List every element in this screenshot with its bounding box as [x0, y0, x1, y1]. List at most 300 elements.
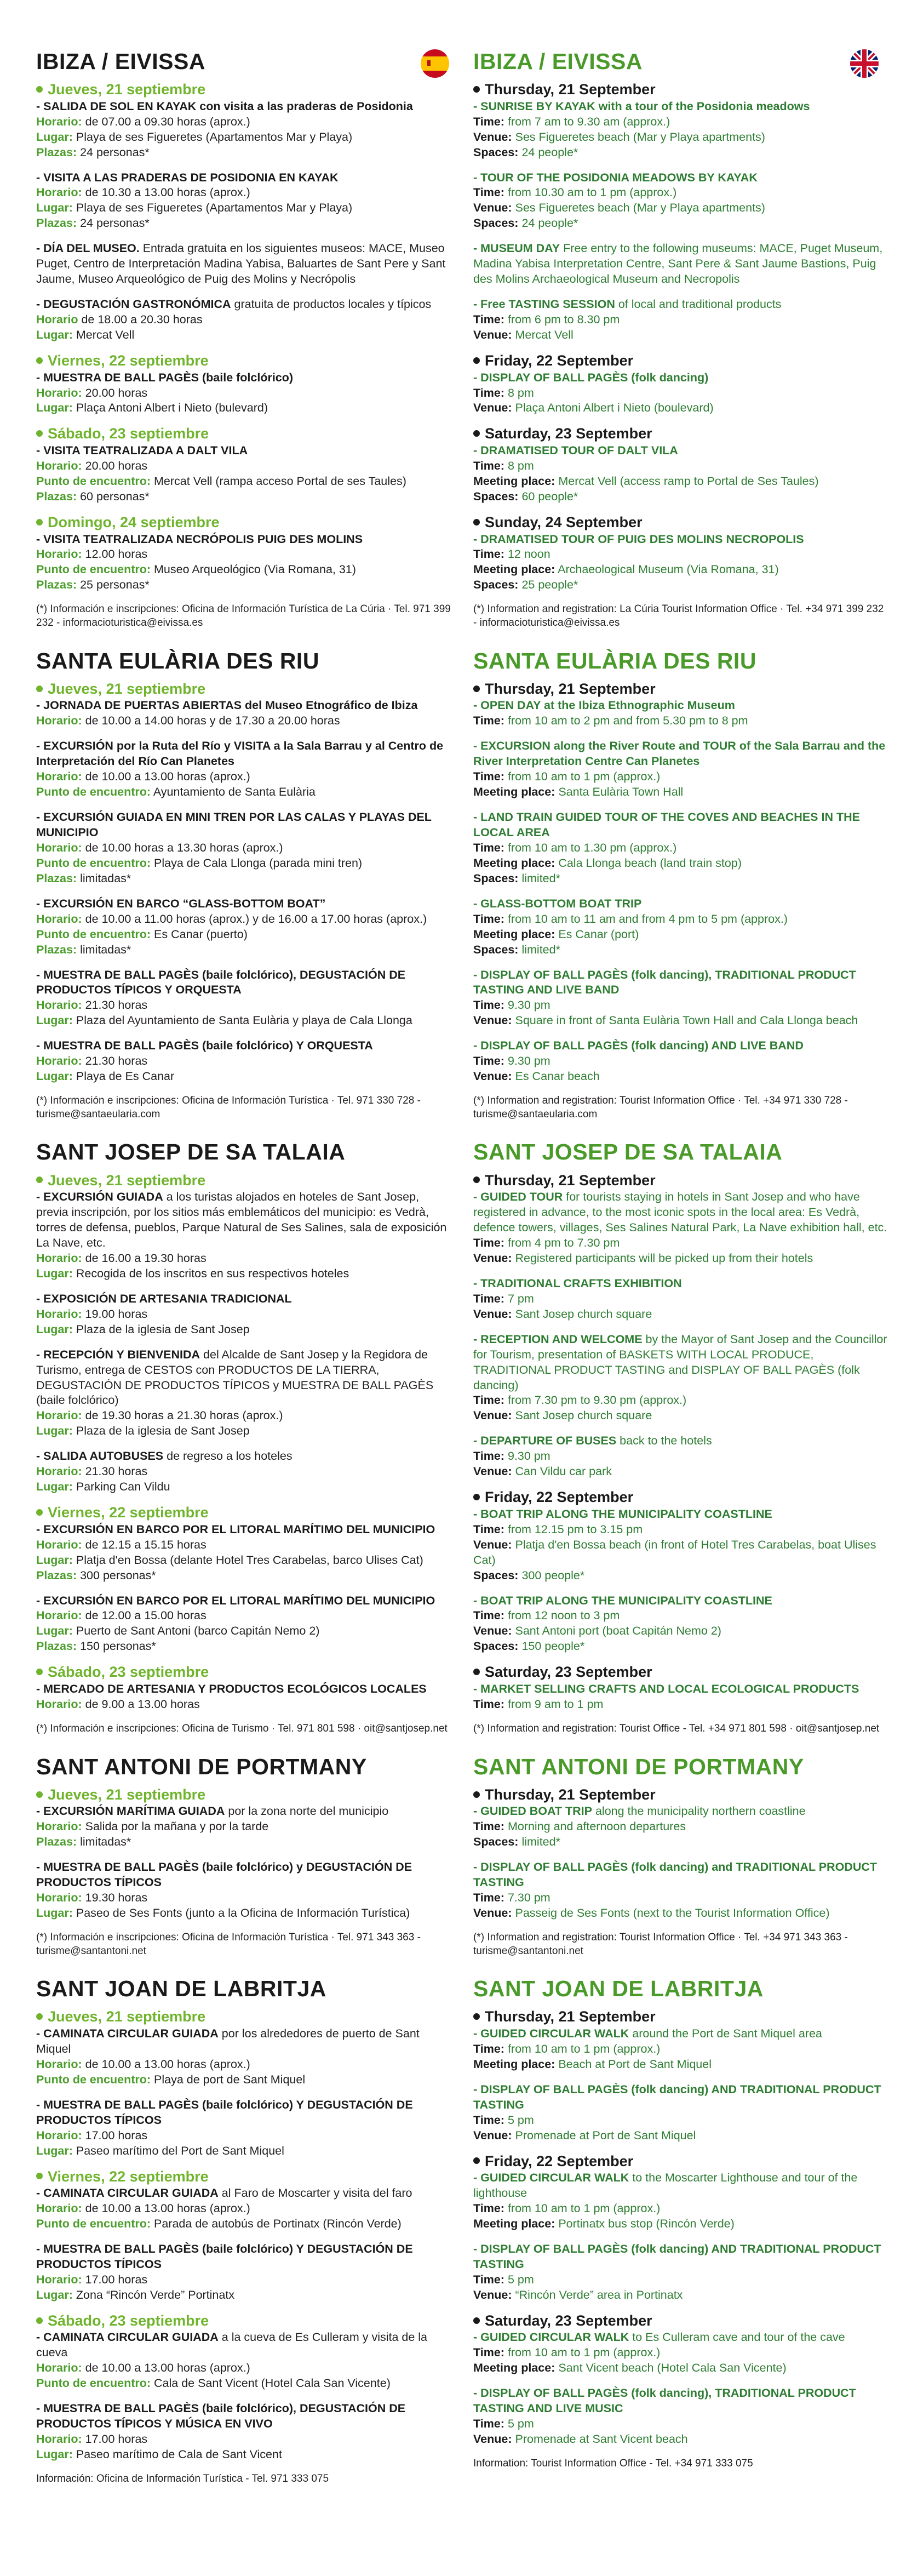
event-detail	[36, 1322, 452, 1338]
event-detail	[473, 401, 890, 416]
detail-label: Lugar:	[36, 1014, 73, 1027]
detail-value: limited*	[521, 871, 560, 885]
event-title	[36, 1038, 452, 1054]
detail-label: Time:	[473, 2272, 504, 2286]
day-heading	[473, 1489, 890, 1506]
detail-label: Lugar:	[36, 2448, 73, 2461]
detail-label: Meeting place:	[473, 785, 555, 799]
detail-label: Time:	[473, 2042, 504, 2055]
detail-value: from 4 pm to 7.30 pm	[507, 1236, 620, 1250]
detail-label: Horario:	[36, 1697, 82, 1711]
day-label: Saturday, 23 September	[485, 1664, 652, 1681]
event	[36, 2242, 452, 2303]
detail-value: from 10 am to 1 pm (approx.)	[507, 770, 661, 784]
event-title-bold: - DEPARTURE OF BUSES	[473, 1434, 617, 1448]
detail-value: Parking Can Vildu	[76, 1480, 170, 1494]
event-detail	[36, 1408, 452, 1424]
detail-label: Horario:	[36, 1465, 82, 1478]
detail-value: Sant Vicent beach (Hotel Cala San Vicente)	[558, 2361, 787, 2375]
detail-value: from 12 noon to 3 pm	[507, 1609, 620, 1623]
event-title-bold: - MUSEUM DAY	[473, 242, 560, 255]
detail-label: Lugar:	[36, 1906, 73, 1920]
event-detail	[36, 2361, 452, 2376]
detail-value: Archaeological Museum (Via Romana, 31)	[558, 563, 779, 576]
detail-value: Parada de autobús de Portinatx (Rincón Verde)	[154, 2217, 402, 2231]
event-title	[473, 443, 890, 459]
event-title	[473, 2082, 890, 2113]
bullet-icon	[473, 357, 480, 364]
detail-label: Horario:	[36, 912, 82, 926]
detail-value: 5 pm	[507, 2272, 534, 2286]
detail-value: 60 personas*	[80, 489, 150, 503]
event-title-bold: - SUNRISE BY KAYAK with a tour of the Posidonia meadows	[473, 99, 810, 113]
detail-value: Paseo marítimo de Cala de Sant Vicent	[76, 2448, 282, 2461]
detail-value: 9.30 pm	[507, 1054, 551, 1068]
day-heading	[36, 1173, 452, 1189]
event-detail	[36, 312, 452, 328]
event-title	[473, 1682, 890, 1697]
event-detail	[473, 2272, 890, 2288]
event-detail	[36, 785, 452, 800]
spanish-column	[36, 49, 452, 2505]
event-title-bold: - MUESTRA DE BALL PAGÈS (baile folclórico) y DEGUSTACIÓN DE PRODUCTOS TÍPICOS	[36, 1860, 412, 1889]
event-detail	[36, 1890, 452, 1906]
day-heading	[36, 426, 452, 442]
event-detail	[36, 2217, 452, 2232]
event-detail	[36, 547, 452, 562]
detail-value: limitadas*	[80, 871, 131, 885]
detail-value: Santa Eulària Town Hall	[558, 785, 684, 799]
bullet-icon	[36, 2173, 43, 2179]
event-title	[473, 739, 890, 769]
detail-label: Time:	[473, 1054, 504, 1068]
day-heading	[473, 1787, 890, 1803]
detail-value: limitadas*	[80, 1835, 131, 1849]
detail-label: Horario:	[36, 714, 82, 728]
event-detail	[473, 1013, 890, 1029]
detail-label: Time:	[473, 1292, 504, 1305]
event-title	[473, 370, 890, 386]
event-title	[473, 170, 890, 186]
section-title: SANT ANTONI DE PORTMANY	[473, 1753, 804, 1779]
detail-label: Horario:	[36, 2272, 82, 2286]
detail-value: de 12.15 a 15.15 horas	[85, 1538, 207, 1551]
detail-label: Horario:	[36, 1409, 82, 1423]
event	[473, 1507, 890, 1584]
bullet-icon	[473, 1669, 480, 1675]
detail-label: Time:	[473, 998, 504, 1012]
bullet-icon	[473, 1176, 480, 1183]
event-title-bold: - RECEPTION AND WELCOME	[473, 1332, 643, 1346]
section-note: (*) Información e inscripciones: Oficina de Información Turística · Tel. 971 330 728 - turisme@santaeularia.com	[36, 1095, 421, 1120]
detail-value: de 16.00 a 19.30 horas	[85, 1251, 207, 1265]
detail-value: 21.30 horas	[85, 1054, 148, 1068]
detail-label: Horario:	[36, 2202, 82, 2215]
event-title	[473, 1507, 890, 1522]
detail-value: 12.00 horas	[85, 547, 148, 561]
event-title-rest: a los turistas alojados en hoteles de Sant Josep, previa inscripción, por los sitios más emblemáticos del municipio: es Vedrà, torres de defensa, pueblos, Parque Natural de Ses Salines, sala de exposición La Nave, etc.	[36, 1190, 447, 1250]
detail-label: Plazas:	[36, 1568, 77, 1582]
detail-label: Lugar:	[36, 201, 73, 215]
detail-value: Playa de ses Figueretes (Apartamentos Mar y Playa)	[76, 201, 353, 215]
detail-value: Platja d'en Bossa beach (in front of Hotel Tres Carabelas, boat Ulises Cat)	[473, 1538, 876, 1567]
detail-label: Horario:	[36, 115, 82, 128]
detail-label: Plazas:	[36, 216, 77, 230]
day-heading	[36, 1505, 452, 1521]
event-title	[36, 2186, 452, 2201]
detail-value: de 10.00 a 11.00 horas (aprox.) y de 16.00 a 17.00 horas (aprox.)	[85, 912, 427, 926]
event-title-bold: - DRAMATISED TOUR OF DALT VILA	[473, 444, 678, 458]
event-title	[36, 1804, 452, 1819]
event-title-bold: - MUESTRA DE BALL PAGÈS (baile folclórico) Y DEGUSTACIÓN DE PRODUCTOS TÍPICOS	[36, 2242, 413, 2271]
event-title	[473, 698, 890, 713]
detail-label: Time:	[473, 2417, 504, 2431]
day-heading	[473, 1173, 890, 1189]
day-label: Sunday, 24 September	[485, 513, 643, 530]
bullet-icon	[36, 686, 43, 692]
event-detail	[473, 185, 890, 201]
bullet-icon	[473, 430, 480, 437]
event-title	[473, 297, 890, 312]
detail-label: Spaces:	[473, 943, 519, 956]
event	[36, 2330, 452, 2391]
detail-label: Time:	[473, 313, 504, 327]
event-detail	[36, 943, 452, 958]
day-label: Jueves, 21 septiembre	[48, 680, 206, 697]
detail-value: 25 personas*	[80, 578, 150, 592]
detail-value: de 10.00 a 13.00 horas (aprox.)	[85, 2202, 250, 2215]
event-detail	[36, 474, 452, 489]
detail-label: Venue:	[473, 1070, 512, 1083]
event	[473, 1433, 890, 1480]
event-title	[473, 1332, 890, 1393]
detail-value: 21.30 horas	[85, 1465, 148, 1478]
event-title-bold: - MUESTRA DE BALL PAGÈS (baile folclórico), DEGUSTACIÓN DE PRODUCTOS TÍPICOS Y ORQUESTA	[36, 968, 406, 997]
detail-label: Meeting place:	[473, 927, 555, 941]
event-detail	[473, 1408, 890, 1424]
detail-value: Plaça Antoni Albert i Nieto (bulevard)	[76, 401, 268, 415]
detail-value: de 10.00 a 13.00 horas (aprox.)	[85, 770, 250, 784]
event-title-bold: - EXCURSIÓN MARÍTIMA GUIADA	[36, 1804, 225, 1818]
event-title	[473, 1038, 890, 1054]
detail-label: Plazas:	[36, 943, 77, 956]
detail-value: 24 personas*	[80, 145, 150, 159]
day-label: Viernes, 22 septiembre	[48, 352, 209, 369]
event-detail	[473, 1568, 890, 1584]
day-label: Thursday, 21 September	[485, 680, 656, 697]
detail-label: Time:	[473, 2113, 504, 2127]
event-detail	[36, 713, 452, 729]
day-label: Sábado, 23 septiembre	[48, 1664, 209, 1681]
day-heading	[473, 1664, 890, 1681]
detail-label: Venue:	[473, 1251, 512, 1265]
event-title-rest: a la cueva de Es Culleram y visita de la cueva	[36, 2331, 428, 2360]
detail-label: Punto de encuentro:	[36, 563, 151, 576]
event-title	[36, 1860, 452, 1890]
detail-label: Venue:	[473, 1014, 512, 1027]
event-detail	[36, 1553, 452, 1568]
detail-label: Lugar:	[36, 1480, 73, 1494]
detail-label: Time:	[473, 386, 504, 399]
detail-label: Venue:	[473, 401, 512, 415]
detail-value: Plaça Antoni Albert i Nieto (boulevard)	[515, 401, 714, 415]
detail-value: de 10.00 a 13.00 horas (aprox.)	[85, 2361, 250, 2375]
section-note: (*) Información e inscripciones: Oficina de Turismo · Tel. 971 801 598 · oit@santjosep.net	[36, 1722, 448, 1734]
detail-value: 150 personas*	[80, 1640, 156, 1653]
detail-value: Platja d'en Bossa (delante Hotel Tres Carabelas, barco Ulises Cat)	[76, 1553, 423, 1567]
event	[36, 2186, 452, 2232]
event-title-rest: al Faro de Moscarter y visita del faro	[218, 2186, 412, 2200]
event	[36, 698, 452, 729]
bullet-icon	[473, 1494, 480, 1500]
event-detail	[36, 1054, 452, 1069]
event-detail	[36, 489, 452, 505]
bullet-icon	[36, 1176, 43, 1183]
detail-value: 20.00 horas	[85, 386, 148, 399]
detail-label: Time:	[473, 1522, 504, 1536]
event-detail	[36, 912, 452, 927]
detail-value: Ayuntamiento de Santa Eulària	[153, 785, 316, 799]
bullet-icon	[473, 2013, 480, 2020]
event-detail	[473, 216, 890, 231]
detail-label: Venue:	[473, 1307, 512, 1321]
event-title-bold: - DISPLAY OF BALL PAGÈS (folk dancing), TRADITIONAL PRODUCT TASTING AND LIVE BAND	[473, 968, 856, 997]
event-detail	[473, 1835, 890, 1850]
bullet-icon	[473, 1791, 480, 1798]
event-title-bold: - GUIDED BOAT TRIP	[473, 1804, 592, 1818]
section-title: SANT ANTONI DE PORTMANY	[36, 1753, 367, 1779]
day-label: Thursday, 21 September	[485, 81, 656, 98]
detail-label: Horario:	[36, 1307, 82, 1321]
detail-label: Spaces:	[473, 1568, 519, 1582]
day-label: Domingo, 24 septiembre	[48, 513, 220, 530]
detail-label: Time:	[473, 186, 504, 199]
detail-value: “Rincón Verde” area in Portinatx	[515, 2288, 683, 2301]
bullet-icon	[473, 519, 480, 526]
detail-value: from 7.30 pm to 9.30 pm (approx.)	[507, 1393, 687, 1407]
event-detail	[36, 2272, 452, 2288]
event-title-bold: - DISPLAY OF BALL PAGÈS (folk dancing), TRADITIONAL PRODUCT TASTING AND LIVE MUSIC	[473, 2386, 856, 2415]
detail-value: 24 people*	[521, 145, 578, 159]
event-title-bold: - DISPLAY OF BALL PAGÈS (folk dancing) AND TRADITIONAL PRODUCT TASTING	[473, 2242, 881, 2271]
event	[473, 2330, 890, 2376]
event-detail	[36, 2144, 452, 2159]
detail-label: Horario:	[36, 841, 82, 854]
bullet-icon	[36, 430, 43, 437]
event-detail	[36, 562, 452, 578]
detail-value: from 7 am to 9.30 am (approx.)	[507, 115, 670, 128]
event-title-bold: - DISPLAY OF BALL PAGÈS (folk dancing) AND TRADITIONAL PRODUCT TASTING	[473, 2082, 881, 2111]
detail-label: Spaces:	[473, 1640, 519, 1653]
detail-label: Time:	[473, 1449, 504, 1463]
day-heading	[36, 515, 452, 531]
day-heading	[473, 353, 890, 369]
event-detail	[36, 1608, 452, 1624]
event-detail	[36, 871, 452, 887]
event	[36, 1449, 452, 1495]
event	[473, 2171, 890, 2232]
day-heading	[36, 2169, 452, 2185]
detail-label: Horario:	[36, 998, 82, 1012]
day-heading	[473, 681, 890, 698]
event-title	[36, 1347, 452, 1409]
event-detail	[473, 1464, 890, 1480]
day-label: Jueves, 21 septiembre	[48, 2008, 206, 2025]
event-detail	[473, 841, 890, 856]
event-title-bold: - GLASS-BOTTOM BOAT TRIP	[473, 896, 642, 910]
event	[473, 2026, 890, 2072]
event-detail	[36, 2376, 452, 2391]
detail-label: Time:	[473, 1697, 504, 1711]
event	[36, 1593, 452, 1655]
event-title-bold: - EXCURSIÓN EN BARCO “GLASS-BOTTOM BOAT”	[36, 896, 326, 910]
detail-value: limited*	[521, 1835, 560, 1849]
detail-label: Horario:	[36, 2057, 82, 2071]
detail-value: 9.30 pm	[507, 1449, 551, 1463]
event	[36, 443, 452, 505]
detail-value: Playa de Cala Llonga (parada mini tren)	[154, 856, 363, 870]
detail-label: Horario:	[36, 186, 82, 199]
event-title	[473, 241, 890, 287]
detail-label: Horario:	[36, 2361, 82, 2375]
event-detail	[36, 1464, 452, 1480]
event-detail	[473, 943, 890, 958]
detail-value: Es Canar (puerto)	[154, 927, 248, 941]
bullet-icon	[473, 86, 480, 93]
event-detail	[36, 841, 452, 856]
event-detail	[473, 2113, 890, 2128]
event-title-bold: - DISPLAY OF BALL PAGÈS (folk dancing) AND LIVE BAND	[473, 1039, 804, 1053]
event-title-bold: - OPEN DAY at the Ibiza Ethnographic Museum	[473, 699, 735, 712]
detail-value: 25 people*	[521, 578, 578, 592]
detail-value: Square in front of Santa Eulària Town Hall and Cala Llonga beach	[515, 1014, 858, 1027]
detail-value: Es Canar beach	[515, 1070, 600, 1083]
uk-flag-icon	[850, 49, 879, 78]
event	[473, 370, 890, 416]
detail-label: Lugar:	[36, 1624, 73, 1638]
detail-value: 150 people*	[521, 1640, 585, 1653]
event	[473, 739, 890, 800]
event-detail	[473, 1608, 890, 1624]
bullet-icon	[473, 2157, 480, 2164]
event-title-bold: - VISITA TEATRALIZADA A DALT VILA	[36, 444, 248, 458]
event	[473, 532, 890, 593]
detail-label: Venue:	[473, 2288, 512, 2301]
event-detail	[36, 386, 452, 401]
detail-label: Plazas:	[36, 1640, 77, 1653]
event-detail	[473, 998, 890, 1013]
event-title-rest: of local and traditional products	[615, 298, 782, 311]
detail-value: from 10 am to 1 pm (approx.)	[507, 2202, 661, 2215]
event-title	[473, 1593, 890, 1609]
detail-label: Meeting place:	[473, 563, 555, 576]
event-detail	[36, 1013, 452, 1029]
detail-label: Venue:	[473, 1409, 512, 1423]
detail-value: from 10 am to 1 pm (approx.)	[507, 2346, 661, 2360]
event-title-bold: - MUESTRA DE BALL PAGÈS (baile folclórico), DEGUSTACIÓN DE PRODUCTOS TÍPICOS Y MÚSICA EN VIVO	[36, 2402, 406, 2431]
detail-label: Punto de encuentro:	[36, 927, 151, 941]
event-detail	[36, 1538, 452, 1553]
event	[36, 170, 452, 232]
event-detail	[473, 785, 890, 800]
detail-value: Mercat Vell	[76, 328, 135, 341]
day-label: Friday, 22 September	[485, 2152, 634, 2169]
detail-label: Spaces:	[473, 578, 519, 592]
section-title: SANT JOSEP DE SA TALAIA	[36, 1139, 346, 1165]
detail-value: Paseo marítimo del Port de Sant Miquel	[76, 2144, 284, 2157]
detail-value: 24 personas*	[80, 216, 150, 230]
section-title: IBIZA / EIVISSA	[36, 49, 205, 74]
detail-value: Sant Josep church square	[515, 1409, 652, 1423]
detail-value: limited*	[521, 943, 560, 956]
detail-value: Passeig de Ses Fonts (next to the Tourist Information Office)	[515, 1906, 830, 1920]
detail-label: Plazas:	[36, 145, 77, 159]
detail-value: 24 people*	[521, 216, 578, 230]
detail-label: Time:	[473, 1820, 504, 1834]
detail-label: Time:	[473, 115, 504, 128]
event-detail	[473, 927, 890, 943]
detail-label: Time:	[473, 912, 504, 926]
detail-label: Time:	[473, 1609, 504, 1623]
event-title	[36, 2242, 452, 2272]
event	[36, 1522, 452, 1584]
detail-value: Recogida de los inscritos en sus respectivos hoteles	[76, 1266, 349, 1280]
event-title-bold: - LAND TRAIN GUIDED TOUR OF THE COVES AND BEACHES IN THE LOCAL AREA	[473, 810, 860, 839]
detail-value: de 07.00 a 09.30 horas (aprox.)	[85, 115, 250, 128]
bullet-icon	[36, 519, 43, 526]
detail-label: Meeting place:	[473, 474, 555, 488]
event-detail	[473, 2042, 890, 2057]
event-title	[473, 2026, 890, 2042]
event-title-bold: - EXCURSION along the River Route and TOUR of the Sala Barrau and the River Interpretation Centre Can Planetes	[473, 739, 886, 768]
event-detail	[36, 927, 452, 943]
event	[36, 1860, 452, 1921]
event-title	[473, 2386, 890, 2417]
detail-value: Cala de Sant Vicent (Hotel Cala San Vicente)	[154, 2377, 391, 2390]
detail-value: Es Canar (port)	[558, 927, 639, 941]
event-detail	[36, 2432, 452, 2447]
detail-value: Paseo de Ses Fonts (junto a la Oficina de Información Turística)	[76, 1906, 410, 1920]
section	[473, 1755, 890, 1958]
detail-label: Horario:	[36, 1054, 82, 1068]
event-detail	[473, 312, 890, 328]
detail-value: de 9.00 a 13.00 horas	[85, 1697, 200, 1711]
event-detail	[473, 2057, 890, 2072]
event-title-rest: Free entry to the following museums: MACE, Puget Museum, Madina Yabisa Interpretation Centre, Sant Pere & Sant Jaume Bastions, Puig des Molins Archaeological Museum and Necropolis	[473, 242, 883, 286]
event-title	[36, 1522, 452, 1538]
event-detail	[36, 578, 452, 593]
english-column	[473, 49, 890, 2489]
detail-value: Playa de port de Sant Miquel	[154, 2072, 306, 2086]
event-detail	[473, 562, 890, 578]
event-detail	[473, 1522, 890, 1538]
event-title	[473, 2330, 890, 2345]
detail-label: Lugar:	[36, 1322, 73, 1336]
event-title-bold: - EXPOSICIÓN DE ARTESANIA TRADICIONAL	[36, 1292, 292, 1305]
event	[473, 810, 890, 887]
detail-label: Venue:	[473, 328, 512, 341]
event-detail	[473, 386, 890, 401]
detail-label: Lugar:	[36, 401, 73, 415]
event-detail	[36, 2288, 452, 2303]
detail-label: Venue:	[473, 130, 512, 144]
section	[473, 49, 890, 630]
detail-value: Promenade at Sant Vicent beach	[515, 2432, 688, 2446]
event	[473, 1190, 890, 1266]
event-detail	[36, 401, 452, 416]
day-heading	[473, 515, 890, 531]
detail-value: Portinatx bus stop (Rincón Verde)	[558, 2217, 735, 2231]
